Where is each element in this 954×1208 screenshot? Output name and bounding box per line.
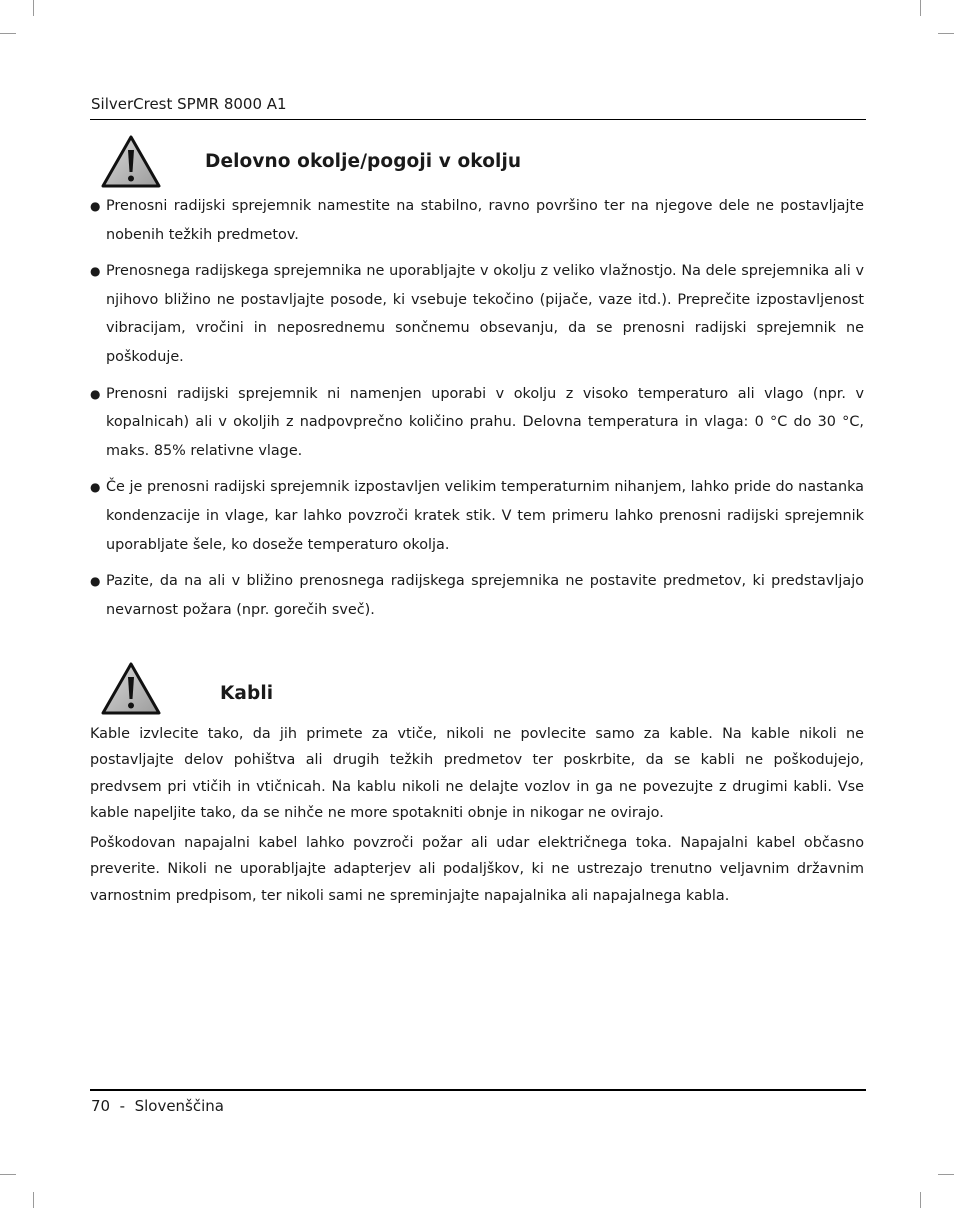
list-item-text: Prenosnega radijskega sprejemnika ne uporabljajte v okolju z veliko vlažnostjo. Na dele sprejemnika ali v njihovo bližino ne postavljajte posode, ki vsebuje tekočino (pijače, vaze itd.). Preprečite izpostavljenost vibracijam, vročini in neposrednemu sončnemu obsevanju, da se prenosni radijski sprejemnik ne poškoduje. xyxy=(106,263,864,365)
crop-mark xyxy=(938,1174,954,1175)
bullet-icon: ● xyxy=(90,574,101,589)
header-divider xyxy=(90,119,866,120)
paragraph: Poškodovan napajalni kabel lahko povzroči požar ali udar električnega toka. Napajalni kabel občasno preverite. Nikoli ne uporabljajte adapterjev ali podaljškov, ki ne ustrezajo trenutno veljavnim državnim varnostnim predpisom, ter nikoli sami ne spreminjajte napajalnika ali napajalnega kabla. xyxy=(90,835,864,904)
list-item xyxy=(90,257,864,371)
list-item-text: Pazite, da na ali v bližino prenosnega radijskega sprejemnika ne postavite predmetov, ki predstavljajo nevarnost požara (npr. gorečih sveč). xyxy=(106,573,864,618)
crop-mark xyxy=(33,1192,34,1208)
crop-mark xyxy=(33,0,34,16)
list-item xyxy=(90,192,864,249)
page-number: 70 - Slovenščina xyxy=(91,1097,224,1115)
list-item-text: Če je prenosni radijski sprejemnik izpostavljen velikim temperaturnim nihanjem, lahko pride do nastanka kondenzacije in vlage, kar lahko povzroči kratek stik. V tem primeru lahko prenosni radijski sprejemnik uporabljate šele, ko doseže temperaturo okolja. xyxy=(106,479,864,553)
bullet-icon: ● xyxy=(90,264,101,279)
bullet-icon: ● xyxy=(90,480,101,495)
crop-mark xyxy=(0,1174,16,1175)
bullet-icon: ● xyxy=(90,386,101,401)
list-item xyxy=(90,567,864,624)
paragraph: Kable izvlecite tako, da jih primete za vtiče, nikoli ne povlecite samo za kable. Na kable nikoli ne postavljajte delov pohištva ali drugih težkih predmetov ter poskrbite, da se kabli ne poškodujejo, predvsem pri vtičih in vtičnicah. Na kablu nikoli ne delajte vozlov in ga ne povezujte z drugimi kabli. Vse kable napeljite tako, da se nihče ne more spotakniti obnje in nikogar ne ovirajo. xyxy=(90,726,864,821)
crop-mark xyxy=(938,33,954,34)
list-item xyxy=(90,380,864,466)
list-item-text: Prenosni radijski sprejemnik namestite na stabilno, ravno površino ter na njegove dele ne postavljajte nobenih težkih predmetov. xyxy=(106,198,864,243)
page-header: SilverCrest SPMR 8000 A1 xyxy=(91,95,287,113)
section-title: Delovno okolje/pogoji v okolju xyxy=(205,151,522,172)
footer-divider xyxy=(90,1089,866,1091)
warning-triangle-icon xyxy=(100,661,162,717)
warning-triangle-icon xyxy=(100,134,162,190)
bullet-list xyxy=(90,192,864,632)
list-item-text: Prenosni radijski sprejemnik ni namenjen uporabi v okolju z visoko temperaturo ali vlago (npr. v kopalnicah) ali v okoljih z nadpovprečno količino prahu. Delovna temperatura in vlaga: 0 °C do 30 °C, maks. 85% relativne vlage. xyxy=(106,385,864,459)
list-item xyxy=(90,473,864,559)
crop-mark xyxy=(0,33,16,34)
crop-mark xyxy=(920,0,921,16)
section-title: Kabli xyxy=(220,683,274,704)
bullet-icon: ● xyxy=(90,199,101,213)
crop-mark xyxy=(920,1192,921,1208)
